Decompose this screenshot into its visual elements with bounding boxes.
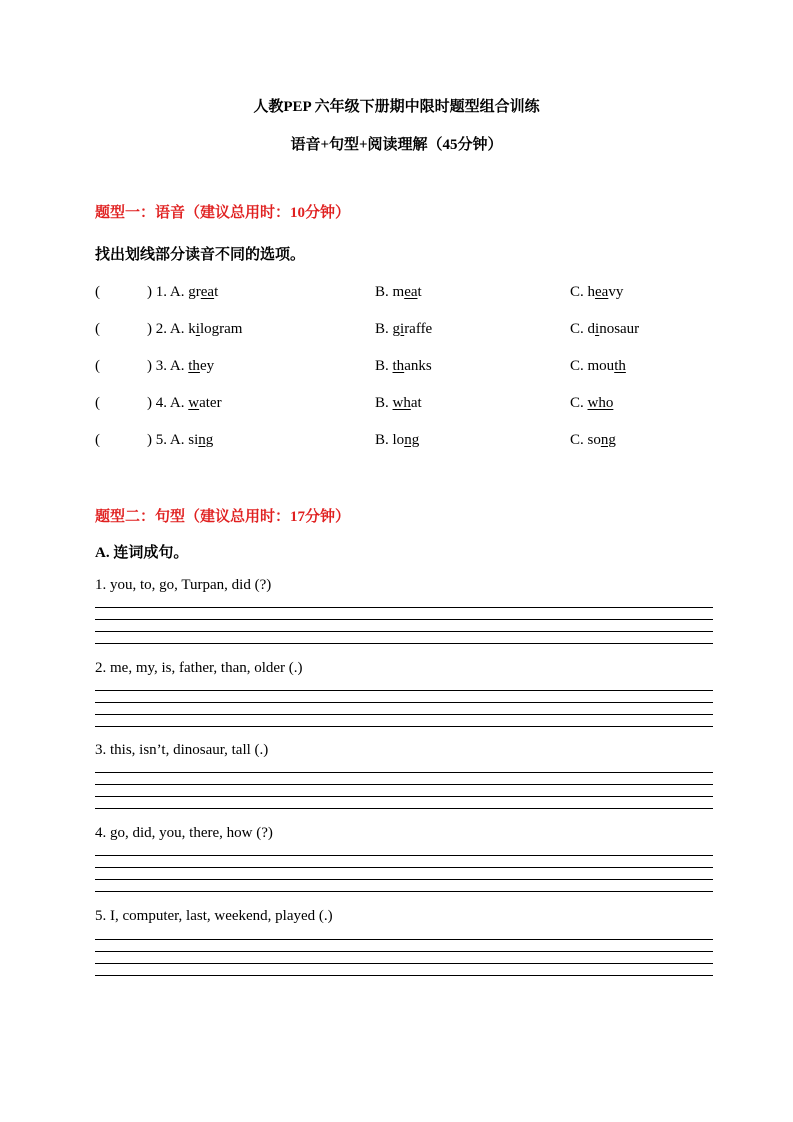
answer-line[interactable] bbox=[95, 879, 713, 880]
answer-line[interactable] bbox=[95, 643, 713, 644]
answer-line[interactable] bbox=[95, 631, 713, 632]
section2-heading: 题型二：句型（建议总用时：17分钟） bbox=[95, 509, 351, 525]
answer-line[interactable] bbox=[95, 772, 713, 773]
answer-line[interactable] bbox=[95, 951, 713, 952]
answer-paren-open: ( bbox=[95, 358, 100, 374]
phonics-question-3 bbox=[95, 358, 715, 380]
question-text: ) 4. A. water bbox=[147, 395, 222, 411]
option-c: C. mouth bbox=[570, 358, 626, 374]
question-text: ) 5. A. sing bbox=[147, 432, 214, 448]
answer-line[interactable] bbox=[95, 726, 713, 727]
sentence-prompt-2: 2. me, my, is, father, than, older (.) bbox=[95, 660, 303, 676]
option-c: C. who bbox=[570, 395, 614, 411]
section1-instruction: 找出划线部分读音不同的选项。 bbox=[95, 247, 306, 263]
sentence-prompt-4: 4. go, did, you, there, how (?) bbox=[95, 825, 273, 841]
option-c: C. dinosaur bbox=[570, 321, 640, 337]
answer-line[interactable] bbox=[95, 690, 713, 691]
answer-line[interactable] bbox=[95, 714, 713, 715]
answer-line[interactable] bbox=[95, 607, 713, 608]
answer-line[interactable] bbox=[95, 891, 713, 892]
question-text: ) 1. A. great bbox=[147, 284, 219, 300]
answer-line[interactable] bbox=[95, 808, 713, 809]
sentence-prompt-5: 5. I, computer, last, weekend, played (.) bbox=[95, 908, 333, 924]
answer-paren-open: ( bbox=[95, 284, 100, 300]
sentence-prompt-3: 3. this, isn’t, dinosaur, tall (.) bbox=[95, 742, 269, 758]
question-text: ) 2. A. kilogram bbox=[147, 321, 243, 337]
phonics-question-2 bbox=[95, 321, 715, 343]
answer-line[interactable] bbox=[95, 855, 713, 856]
page-subtitle: 语音+句型+阅读理解（45分钟） bbox=[290, 137, 503, 153]
answer-paren-open: ( bbox=[95, 395, 100, 411]
phonics-question-1 bbox=[95, 284, 715, 306]
answer-line[interactable] bbox=[95, 975, 713, 976]
answer-paren-open: ( bbox=[95, 432, 100, 448]
section1-heading: 题型一：语音（建议总用时：10分钟） bbox=[95, 205, 351, 221]
phonics-question-5 bbox=[95, 432, 715, 454]
option-b: B. long bbox=[375, 432, 420, 448]
answer-line[interactable] bbox=[95, 796, 713, 797]
answer-line[interactable] bbox=[95, 702, 713, 703]
page-title: 人教PEP 六年级下册期中限时题型组合训练 bbox=[253, 99, 540, 115]
phonics-question-4 bbox=[95, 395, 715, 417]
question-text: ) 3. A. they bbox=[147, 358, 215, 374]
answer-line[interactable] bbox=[95, 939, 713, 940]
answer-paren-open: ( bbox=[95, 321, 100, 337]
answer-line[interactable] bbox=[95, 619, 713, 620]
option-c: C. heavy bbox=[570, 284, 624, 300]
answer-line[interactable] bbox=[95, 963, 713, 964]
option-b: B. giraffe bbox=[375, 321, 433, 337]
sentence-prompt-1: 1. you, to, go, Turpan, did (?) bbox=[95, 577, 272, 593]
option-b: B. meat bbox=[375, 284, 422, 300]
answer-line[interactable] bbox=[95, 867, 713, 868]
option-c: C. song bbox=[570, 432, 616, 448]
section2-instruction: A. 连词成句。 bbox=[95, 545, 189, 561]
option-b: B. what bbox=[375, 395, 422, 411]
answer-line[interactable] bbox=[95, 784, 713, 785]
option-b: B. thanks bbox=[375, 358, 432, 374]
